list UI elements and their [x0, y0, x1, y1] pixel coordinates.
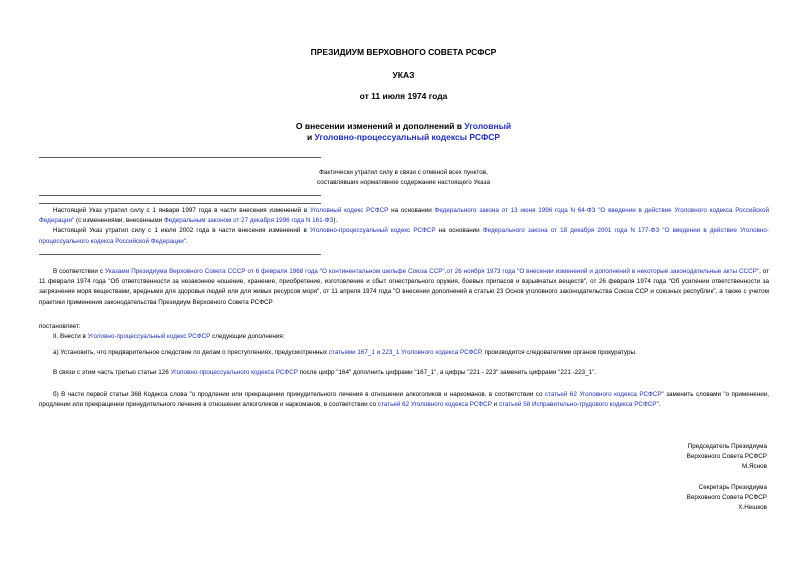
signature-chairman	[687, 442, 767, 473]
link-criminal-code[interactable]: Уголовный кодекс РСФСР	[309, 207, 389, 214]
divider	[39, 195, 321, 196]
item-b	[39, 390, 769, 410]
item-b-paragraph	[39, 390, 769, 410]
status-note-line: Фактически утратил силу в связи с отменой всех пунктов,	[319, 169, 488, 176]
signature-name: М.Яснов	[741, 463, 767, 471]
title-link-criminal-code[interactable]: Уголовный	[464, 121, 512, 131]
link-article-62[interactable]: статьей 62 Уголовного кодекса РСФСР	[544, 391, 662, 398]
text: б) В части первой статьи 368 Кодекса слова "о продлении или прекращении принудительного лечения в отношении алкоголиков и наркоманов, в соответствии со	[53, 391, 545, 398]
document-title	[0, 121, 807, 143]
text: Настоящий Указ утратил силу с 1 января 1997 года в части внесения изменений в	[53, 207, 310, 214]
text: на основании	[388, 207, 435, 214]
text: и	[491, 401, 499, 409]
link-procedure-code[interactable]: Уголовно-процессуальный кодекс РСФСР	[310, 227, 436, 235]
signature-name: Х.Нешков	[738, 504, 767, 512]
signature-title: Секретарь Президиума	[698, 484, 767, 491]
text: а) Установить, что предварительное следствие по делам о преступлениях, предусмотренных	[53, 349, 329, 356]
link-article-62[interactable]: статьей 62 Уголовного кодекса РСФСР	[377, 401, 492, 409]
item-a-paragraph	[39, 348, 769, 358]
divider	[39, 157, 321, 158]
preamble-paragraph	[39, 267, 769, 308]
document-date: от 11 июля 1974 года	[359, 91, 448, 101]
validity-paragraph	[39, 226, 769, 246]
text: , производится следователями органов прокуратуры.	[481, 349, 637, 356]
document-type: УКАЗ	[392, 70, 415, 80]
text: на основании	[435, 227, 483, 235]
signature-title: Председатель Президиума	[687, 443, 767, 450]
text: следующие дополнения:	[210, 333, 285, 340]
text: , от 11 февраля 1974 года "Об ответственности за незаконное ношение, хранение, приобретение, изготовление и сбыт огнестрельного оружия, боевых припасов и взрывчатых веществ", от 26 февраля 1974 года "Об усилении ответственности за загрязнение моря веществами, вредными для здоровья людей или для живых ресурсов моря", от 11 апреля 1974 года "О внесении дополнений в статью 23 Основ уголовного законодательства Союза ССР и союзных республик", а также с учетом практики применения законодательства Президиум Верховного Совета РСФСР	[39, 268, 770, 306]
resolves-label: постановляет:	[39, 323, 81, 330]
link-federal-law-64[interactable]: Федерального закона от 13 июня 1996 года N 64-ФЗ "О введении в действие Уголовного кодекса Российской Федерации"	[39, 207, 769, 225]
text: ".	[656, 401, 661, 409]
title-text-2: и	[306, 132, 315, 142]
text: после цифр "164" дополнить цифрами "167_1", а цифры "221 - 223" заменить цифрами "221 -223_1".	[297, 369, 597, 376]
item-a-2	[39, 368, 769, 378]
divider	[39, 254, 321, 255]
link-ussr-decree-1968[interactable]: Указами Президиума Верховного Совета СССР от 6 февраля 1968 года "О континентальном шельфе Союза ССР",	[105, 268, 447, 275]
text: В соответствии с	[53, 268, 105, 275]
item-a-2-paragraph	[39, 368, 769, 378]
text: .	[185, 237, 188, 245]
link-federal-law-161[interactable]: Федеральным законом от 27 декабря 1996 года N 161-ФЗ	[163, 217, 334, 225]
section-2	[39, 332, 769, 342]
link-procedure-code[interactable]: Уголовно-процессуальный кодекс РСФСР	[87, 333, 211, 340]
title-text: О внесении изменений и дополнений в	[295, 121, 465, 131]
item-a	[39, 348, 769, 358]
validity-block	[39, 206, 769, 247]
preamble	[39, 267, 769, 308]
signature-secretary	[687, 483, 767, 514]
signature-body: Верховного Совета РСФСР	[686, 494, 767, 502]
link-article-58[interactable]: статьей 58 Исправительно-трудового кодекса РСФСР	[498, 401, 657, 409]
text: Настоящий Указ утратил силу с 1 июля 2002 года в части внесения изменений в	[53, 227, 311, 235]
issuing-body: ПРЕЗИДИУМ ВЕРХОВНОГО СОВЕТА РСФСР	[310, 47, 497, 57]
text: (с изменениями, внесенными	[74, 217, 164, 225]
title-link-procedure-code[interactable]: Уголовно-процессуальный кодексы РСФСР	[314, 132, 501, 142]
status-note-line: составлявших нормативное содержание настоящего Указа	[317, 179, 490, 186]
signature-body: Верховного Совета РСФСР	[686, 453, 767, 461]
link-federal-law-177[interactable]: Федерального закона от 18 декабря 2001 года N 177-ФЗ "О введении в действие Уголовно-процессуального кодекса Российской Федерации"	[39, 227, 770, 245]
text: " заменить словами "о применении, продлении или прекращении принудительного лечения в отношении алкоголиков и наркоманов, в соответствии со	[39, 391, 769, 409]
link-articles-167-223[interactable]: статьями 167_1 и 223_1 Уголовного кодекса РСФСР	[328, 349, 481, 356]
text: II. Внести в	[53, 333, 88, 340]
text: В связи с этим часть третью статьи 126	[53, 369, 171, 376]
validity-paragraph	[39, 206, 769, 226]
divider	[39, 203, 321, 204]
section-2-intro	[39, 332, 769, 342]
link-ussr-decree-1973[interactable]: от 26 ноября 1973 года "О внесении изменений и дополнений в некоторые законодательные акты СССР"	[446, 268, 760, 275]
link-procedure-code[interactable]: Уголовно-процессуального кодекса РСФСР	[170, 369, 298, 376]
status-note	[0, 168, 807, 188]
text: ).	[333, 217, 338, 225]
